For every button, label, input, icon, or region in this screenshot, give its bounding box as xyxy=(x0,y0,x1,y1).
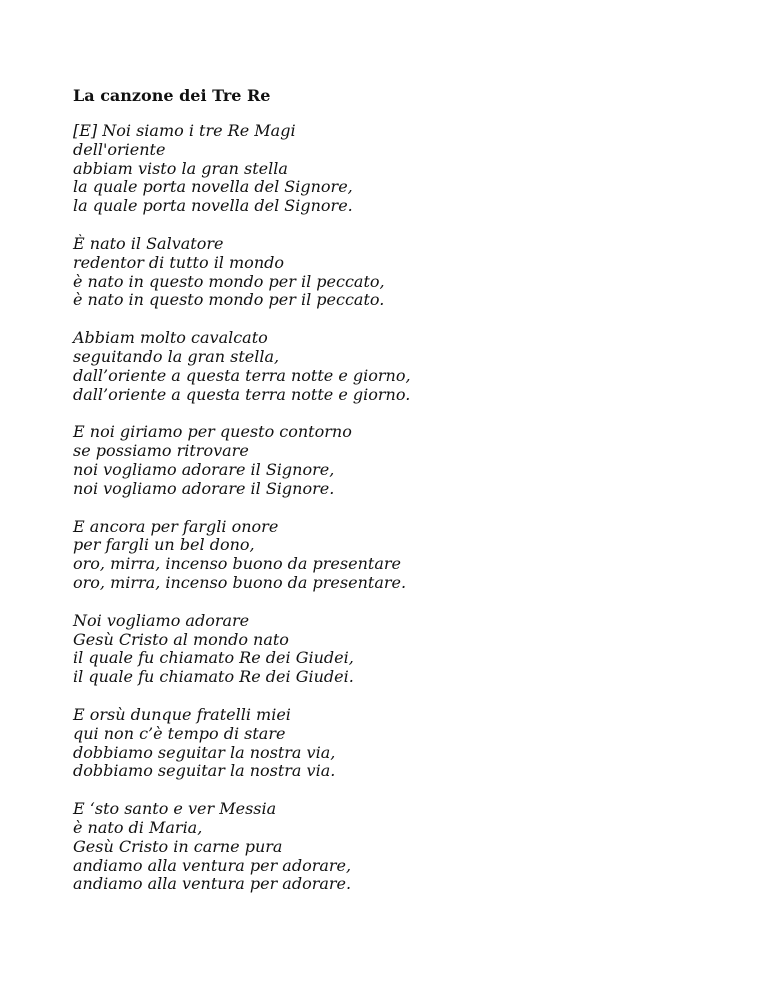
verse-line: è nato in questo mondo per il peccato, xyxy=(73,271,385,291)
verse-line: la quale porta novella del Signore. xyxy=(73,196,353,216)
verse-line: E ancora per fargli onore xyxy=(73,516,279,536)
verse-line: noi vogliamo adorare il Signore. xyxy=(73,478,335,498)
verse-line: il quale fu chiamato Re dei Giudei, xyxy=(73,648,354,668)
document-page xyxy=(73,86,733,913)
verse-line: per fargli un bel dono, xyxy=(73,535,255,555)
verse-line: Noi vogliamo adorare xyxy=(73,610,250,630)
verse-line: è nato in questo mondo per il peccato. xyxy=(73,290,385,310)
verse-line: se possiamo ritrovare xyxy=(73,441,249,461)
verse-line: E orsù dunque fratelli miei xyxy=(73,704,291,724)
verse-line: abbiam visto la gran stella xyxy=(73,158,288,178)
verse-line: E noi giriamo per questo contorno xyxy=(73,422,352,442)
stanza-1 xyxy=(73,122,733,216)
verse-line: dell'oriente xyxy=(73,139,166,159)
stanza-4 xyxy=(73,423,733,498)
stanza-8 xyxy=(73,800,733,894)
verse-line: qui non c’è tempo di stare xyxy=(73,723,286,743)
verse-line: Gesù Cristo in carne pura xyxy=(73,836,283,856)
verse-line: E ‘sto santo e ver Messia xyxy=(73,799,277,819)
stanza-2 xyxy=(73,235,733,310)
verse-line: dall’oriente a questa terra notte e giorno. xyxy=(73,384,411,404)
stanza-5 xyxy=(73,518,733,593)
verse-line: Abbiam molto cavalcato xyxy=(73,328,268,348)
verse-line: seguitando la gran stella, xyxy=(73,346,280,366)
verse-line: [E] Noi siamo i tre Re Magi xyxy=(73,121,296,140)
verse-line: dobbiamo seguitar la nostra via, xyxy=(73,742,336,762)
song-title: La canzone dei Tre Re xyxy=(73,86,271,105)
verse-line: redentor di tutto il mondo xyxy=(73,252,284,272)
stanza-6 xyxy=(73,612,733,687)
verse-line: la quale porta novella del Signore, xyxy=(73,177,353,197)
verse-line: oro, mirra, incenso buono da presentare xyxy=(73,554,401,574)
verse-line: il quale fu chiamato Re dei Giudei. xyxy=(73,667,354,687)
verse-line: dall’oriente a questa terra notte e giorno, xyxy=(73,365,411,385)
stanza-3 xyxy=(73,329,733,404)
verse-line: dobbiamo seguitar la nostra via. xyxy=(73,761,336,781)
verse-line: È nato il Salvatore xyxy=(73,233,224,253)
verse-line: andiamo alla ventura per adorare. xyxy=(73,874,352,894)
verse-line: è nato di Maria, xyxy=(73,817,203,837)
verse-line: Gesù Cristo al mondo nato xyxy=(73,629,289,649)
verse-line: noi vogliamo adorare il Signore, xyxy=(73,459,335,479)
stanza-7 xyxy=(73,706,733,781)
verse-line: andiamo alla ventura per adorare, xyxy=(73,855,352,875)
verse-line: oro, mirra, incenso buono da presentare. xyxy=(73,572,407,592)
